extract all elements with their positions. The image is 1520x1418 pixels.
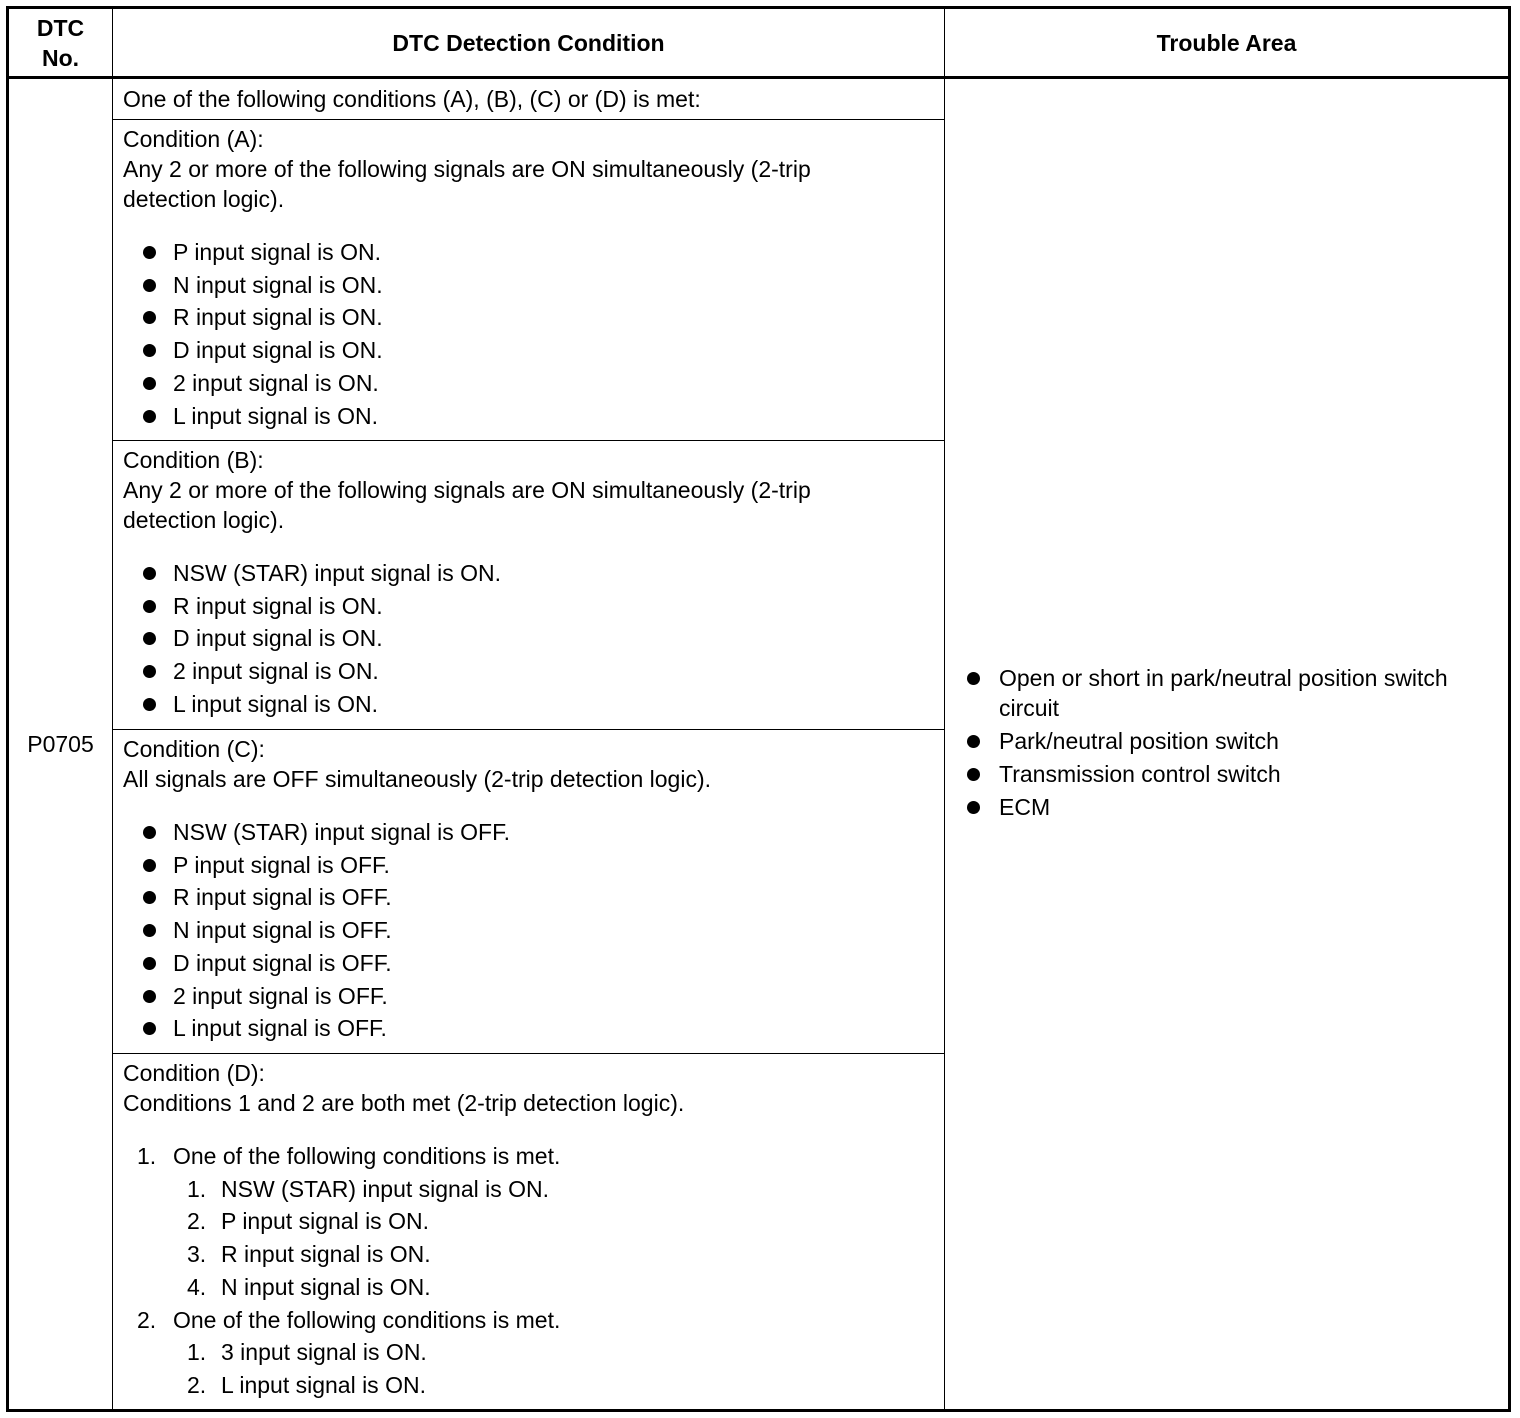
bullet-icon [967,768,980,781]
condition-a-list [123,236,934,432]
substep-item [187,1271,934,1304]
header-dtc-no [8,8,113,78]
condition-b-title: Condition (B): [123,447,264,473]
substep-item [187,1336,934,1369]
trouble-item [965,792,1494,822]
substep-text: 3 input signal is ON. [221,1339,427,1366]
list-item [139,622,934,655]
list-item-text: N input signal is ON. [173,271,383,298]
step-number: 2. [137,1306,157,1333]
list-item-text: L input signal is ON. [173,690,378,717]
list-item [139,367,934,400]
bullet-icon [143,377,156,390]
bullet-icon [143,665,156,678]
trouble-item [965,663,1494,723]
list-item [139,849,934,882]
condition-c-title: Condition (C): [123,736,265,762]
bullet-icon [143,891,156,904]
list-item-text: 2 input signal is OFF. [173,982,388,1009]
substep-number: 1. [187,1175,207,1202]
list-item [139,655,934,688]
condition-a-cell [113,120,945,441]
bullet-icon [143,311,156,324]
substep-text: NSW (STAR) input signal is ON. [221,1175,550,1202]
bullet-icon [143,410,156,423]
condition-d-cell [113,1054,945,1411]
condition-c-text: All signals are OFF simultaneously (2-trip detection logic). [123,766,712,792]
bullet-icon [143,632,156,645]
condition-d-title: Condition (D): [123,1060,265,1086]
condition-b-text [123,475,934,535]
trouble-item-text-cont: circuit [999,695,1060,721]
trouble-item [965,726,1494,756]
list-item-text: L input signal is OFF. [173,1015,387,1042]
bullet-icon [143,826,156,839]
list-item [139,236,934,269]
intro-cell [113,78,945,120]
step-item [137,1304,934,1402]
list-item [139,881,934,914]
list-item-text: R input signal is ON. [173,592,383,619]
header-dtc-no-line1: DTC [36,14,85,41]
bullet-icon [143,279,156,292]
bullet-icon [143,246,156,259]
list-item-text: D input signal is ON. [173,337,383,364]
header-row [8,8,1510,78]
list-item-text: P input signal is ON. [173,239,381,265]
condition-d-text: Conditions 1 and 2 are both met (2-trip detection logic). [123,1090,685,1116]
substep-number: 1. [187,1339,207,1366]
list-item [139,914,934,947]
condition-a-text-line1: Any 2 or more of the following signals are ON simultaneously (2-trip [123,156,811,182]
bullet-icon [143,859,156,872]
bullet-icon [143,924,156,937]
list-item-text: D input signal is ON. [173,625,383,652]
bullet-icon [143,344,156,357]
condition-b-list [123,557,934,721]
substep-number: 2. [187,1208,207,1235]
list-item-text: NSW (STAR) input signal is OFF. [173,819,510,845]
step-text: One of the following conditions is met. [173,1143,561,1169]
substep-text: L input signal is ON. [221,1371,426,1398]
substep-number: 4. [187,1273,207,1300]
substep-list [137,1336,934,1401]
trouble-item-text: Open or short in park/neutral position switch [999,665,1448,691]
list-item [139,334,934,367]
bullet-icon [143,957,156,970]
condition-a-text-line2: detection logic). [123,186,285,212]
header-detection-condition: DTC Detection Condition [113,8,945,78]
substep-number: 3. [187,1241,207,1268]
condition-b-text-line2: detection logic). [123,507,285,533]
list-item [139,947,934,980]
bullet-icon [967,672,980,685]
list-item-text: D input signal is OFF. [173,949,392,976]
trouble-area-list [945,663,1508,822]
header-dtc-no-line2: No. [41,44,80,71]
condition-c-list [123,816,934,1045]
list-item [139,816,934,849]
step-text: One of the following conditions is met. [173,1306,561,1333]
list-item-text: R input signal is ON. [173,304,383,331]
list-item [139,400,934,433]
substep-number: 2. [187,1371,207,1398]
header-trouble-area: Trouble Area [945,8,1510,78]
trouble-area-cell [945,78,1510,1411]
substep-text: P input signal is ON. [221,1208,429,1235]
intro-row [8,78,1510,120]
condition-c-cell [113,730,945,1054]
substep-item [187,1369,934,1402]
dtc-table [6,6,1511,1412]
trouble-item-text: ECM [999,794,1051,820]
bullet-icon [143,990,156,1003]
trouble-item-text: Transmission control switch [999,761,1281,787]
bullet-icon [143,567,156,580]
intro-text: One of the following conditions (A), (B), (C) or (D) is met: [123,86,701,112]
bullet-icon [143,698,156,711]
list-item-text: P input signal is OFF. [173,851,390,878]
substep-text: N input signal is ON. [221,1273,431,1300]
list-item-text: R input signal is OFF. [173,884,392,911]
bullet-icon [143,600,156,613]
list-item-text: NSW (STAR) input signal is ON. [173,560,502,586]
substep-list [137,1173,934,1304]
list-item [139,980,934,1013]
substep-text: R input signal is ON. [221,1241,431,1268]
list-item-text: 2 input signal is ON. [173,658,379,685]
step-number: 1. [137,1143,157,1169]
trouble-item-text: Park/neutral position switch [999,728,1279,754]
list-item [139,688,934,721]
condition-a-title: Condition (A): [123,126,264,152]
substep-item [187,1205,934,1238]
dtc-number: P0705 [8,78,113,1411]
bullet-icon [967,735,980,748]
list-item-text: L input signal is ON. [173,402,378,429]
list-item [139,301,934,334]
list-item [139,269,934,302]
list-item-text: 2 input signal is ON. [173,369,379,396]
bullet-icon [967,801,980,814]
substep-item [187,1238,934,1271]
substep-item [187,1173,934,1206]
bullet-icon [143,1022,156,1035]
step-item [137,1140,934,1304]
trouble-item [965,759,1494,789]
list-item-text: N input signal is OFF. [173,917,392,944]
condition-a-text [123,154,934,214]
condition-b-cell [113,441,945,730]
condition-d-steps [123,1140,934,1402]
condition-b-text-line1: Any 2 or more of the following signals are ON simultaneously (2-trip [123,477,811,503]
list-item [139,590,934,623]
list-item [139,557,934,590]
list-item [139,1012,934,1045]
